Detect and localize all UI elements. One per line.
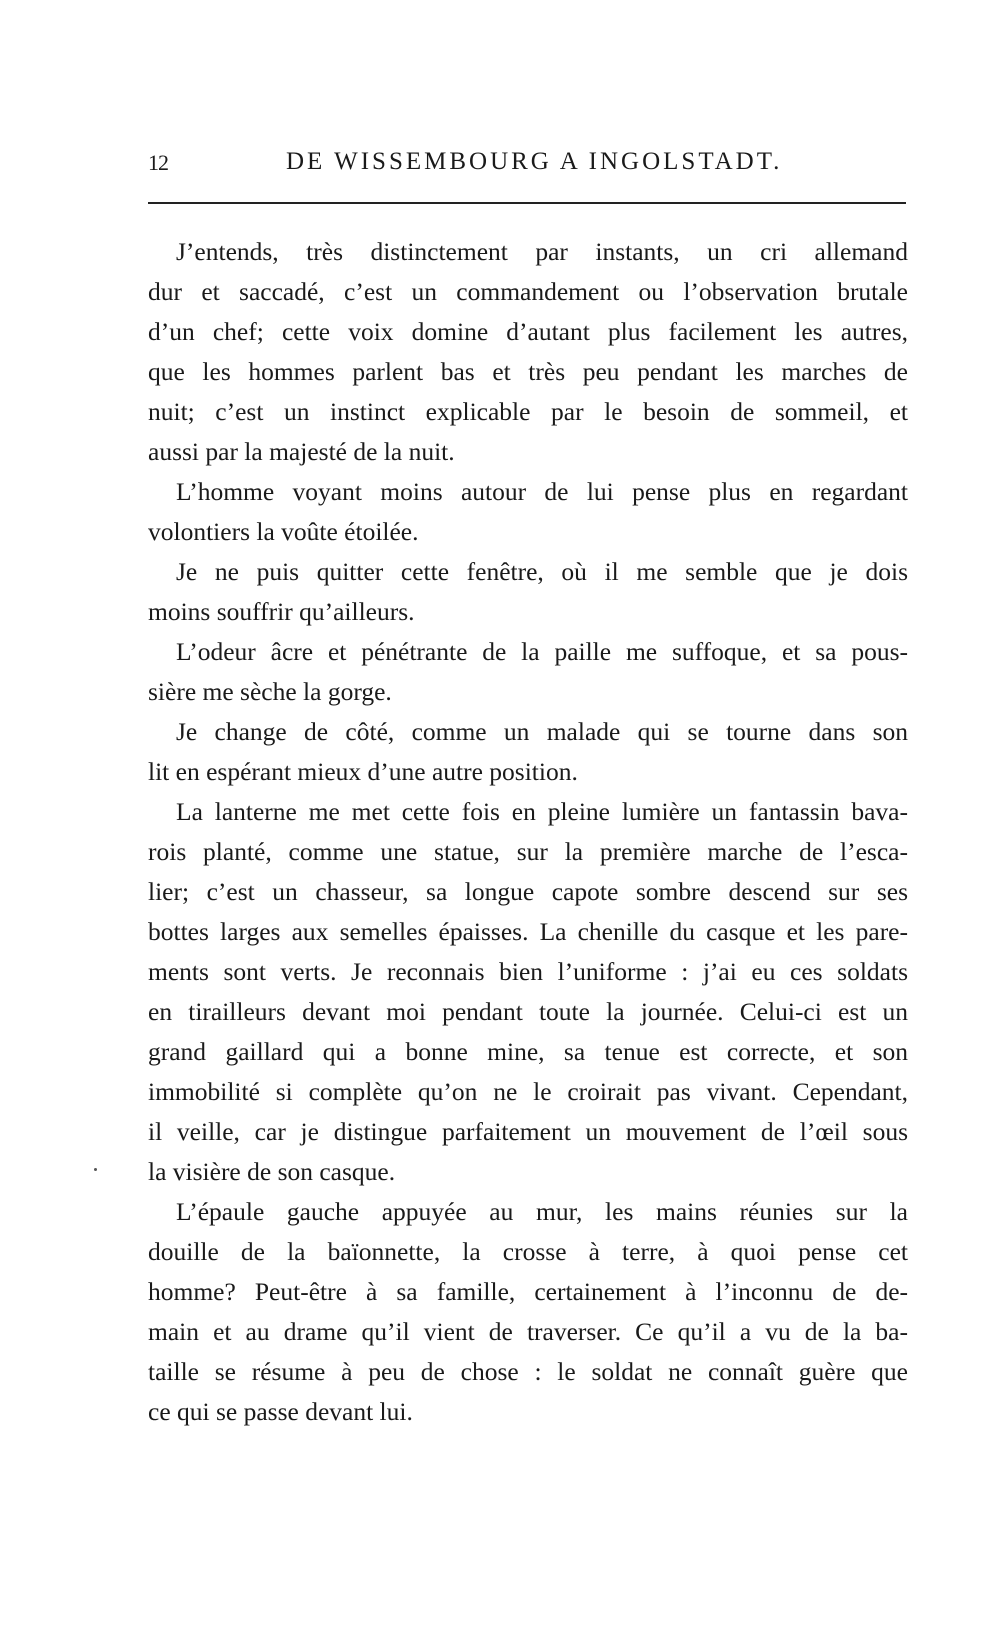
text-line: main et au drame qu’il vient de traverser. Ce qu’il a vu de la ba- [148, 1317, 908, 1346]
page-header [148, 148, 906, 184]
text-line: taille se résume à peu de chose : le soldat ne connaît guère que [148, 1357, 908, 1386]
text-line: il veille, car je distingue parfaitement un mouvement de l’œil sous [148, 1117, 908, 1146]
text-line: rois planté, comme une statue, sur la première marche de l’esca- [148, 837, 908, 866]
text-line: que les hommes parlent bas et très peu pendant les marches de [148, 357, 908, 386]
text-line: L’homme voyant moins autour de lui pense plus en regardant [176, 477, 908, 506]
text-line: douille de la baïonnette, la crosse à terre, à quoi pense cet [148, 1237, 908, 1266]
text-line: nuit; c’est un instinct explicable par le besoin de sommeil, et [148, 397, 908, 426]
paragraph [148, 632, 908, 712]
text-line: lier; c’est un chasseur, sa longue capote sombre descend sur ses [148, 877, 908, 906]
text-line: moins souffrir qu’ailleurs. [148, 597, 415, 626]
paragraph [148, 552, 908, 632]
text-line: dur et saccadé, c’est un commandement ou l’observation brutale [148, 277, 908, 306]
text-line: d’un chef; cette voix domine d’autant plus facilement les autres, [148, 317, 908, 346]
text-line: grand gaillard qui a bonne mine, sa tenue est correcte, et son [148, 1037, 908, 1066]
margin-dot [94, 1168, 97, 1171]
text-line: lit en espérant mieux d’une autre position. [148, 757, 578, 786]
body-text [148, 232, 908, 1432]
text-line: ments sont verts. Je reconnais bien l’uniforme : j’ai eu ces soldats [148, 957, 908, 986]
running-title: DE WISSEMBOURG A INGOLSTADT. [286, 148, 783, 175]
paragraph [148, 1192, 908, 1432]
paragraph [148, 712, 908, 792]
paragraph [148, 232, 908, 472]
paragraph [148, 792, 908, 1192]
page-number: 12 [148, 150, 168, 175]
paragraph [148, 472, 908, 552]
text-line: en tirailleurs devant moi pendant toute la journée. Celui-ci est un [148, 997, 908, 1026]
text-line: volontiers la voûte étoilée. [148, 517, 419, 546]
text-line: immobilité si complète qu’on ne le croirait pas vivant. Cependant, [148, 1077, 908, 1106]
text-line: J’entends, très distinctement par instants, un cri allemand [176, 237, 908, 266]
text-line: L’épaule gauche appuyée au mur, les mains réunies sur la [176, 1197, 908, 1226]
text-line: Je ne puis quitter cette fenêtre, où il me semble que je dois [176, 557, 908, 586]
text-line: ce qui se passe devant lui. [148, 1397, 413, 1426]
header-rule [148, 202, 906, 204]
text-line: aussi par la majesté de la nuit. [148, 437, 455, 466]
text-line: La lanterne me met cette fois en pleine lumière un fantassin bava- [176, 797, 908, 826]
text-line: homme? Peut-être à sa famille, certainement à l’inconnu de de- [148, 1277, 908, 1306]
text-line: bottes larges aux semelles épaisses. La chenille du casque et les pare- [148, 917, 908, 946]
text-line: sière me sèche la gorge. [148, 677, 392, 706]
text-line: Je change de côté, comme un malade qui se tourne dans son [176, 717, 908, 746]
text-line: la visière de son casque. [148, 1157, 396, 1186]
text-line: L’odeur âcre et pénétrante de la paille me suffoque, et sa pous- [176, 637, 908, 666]
